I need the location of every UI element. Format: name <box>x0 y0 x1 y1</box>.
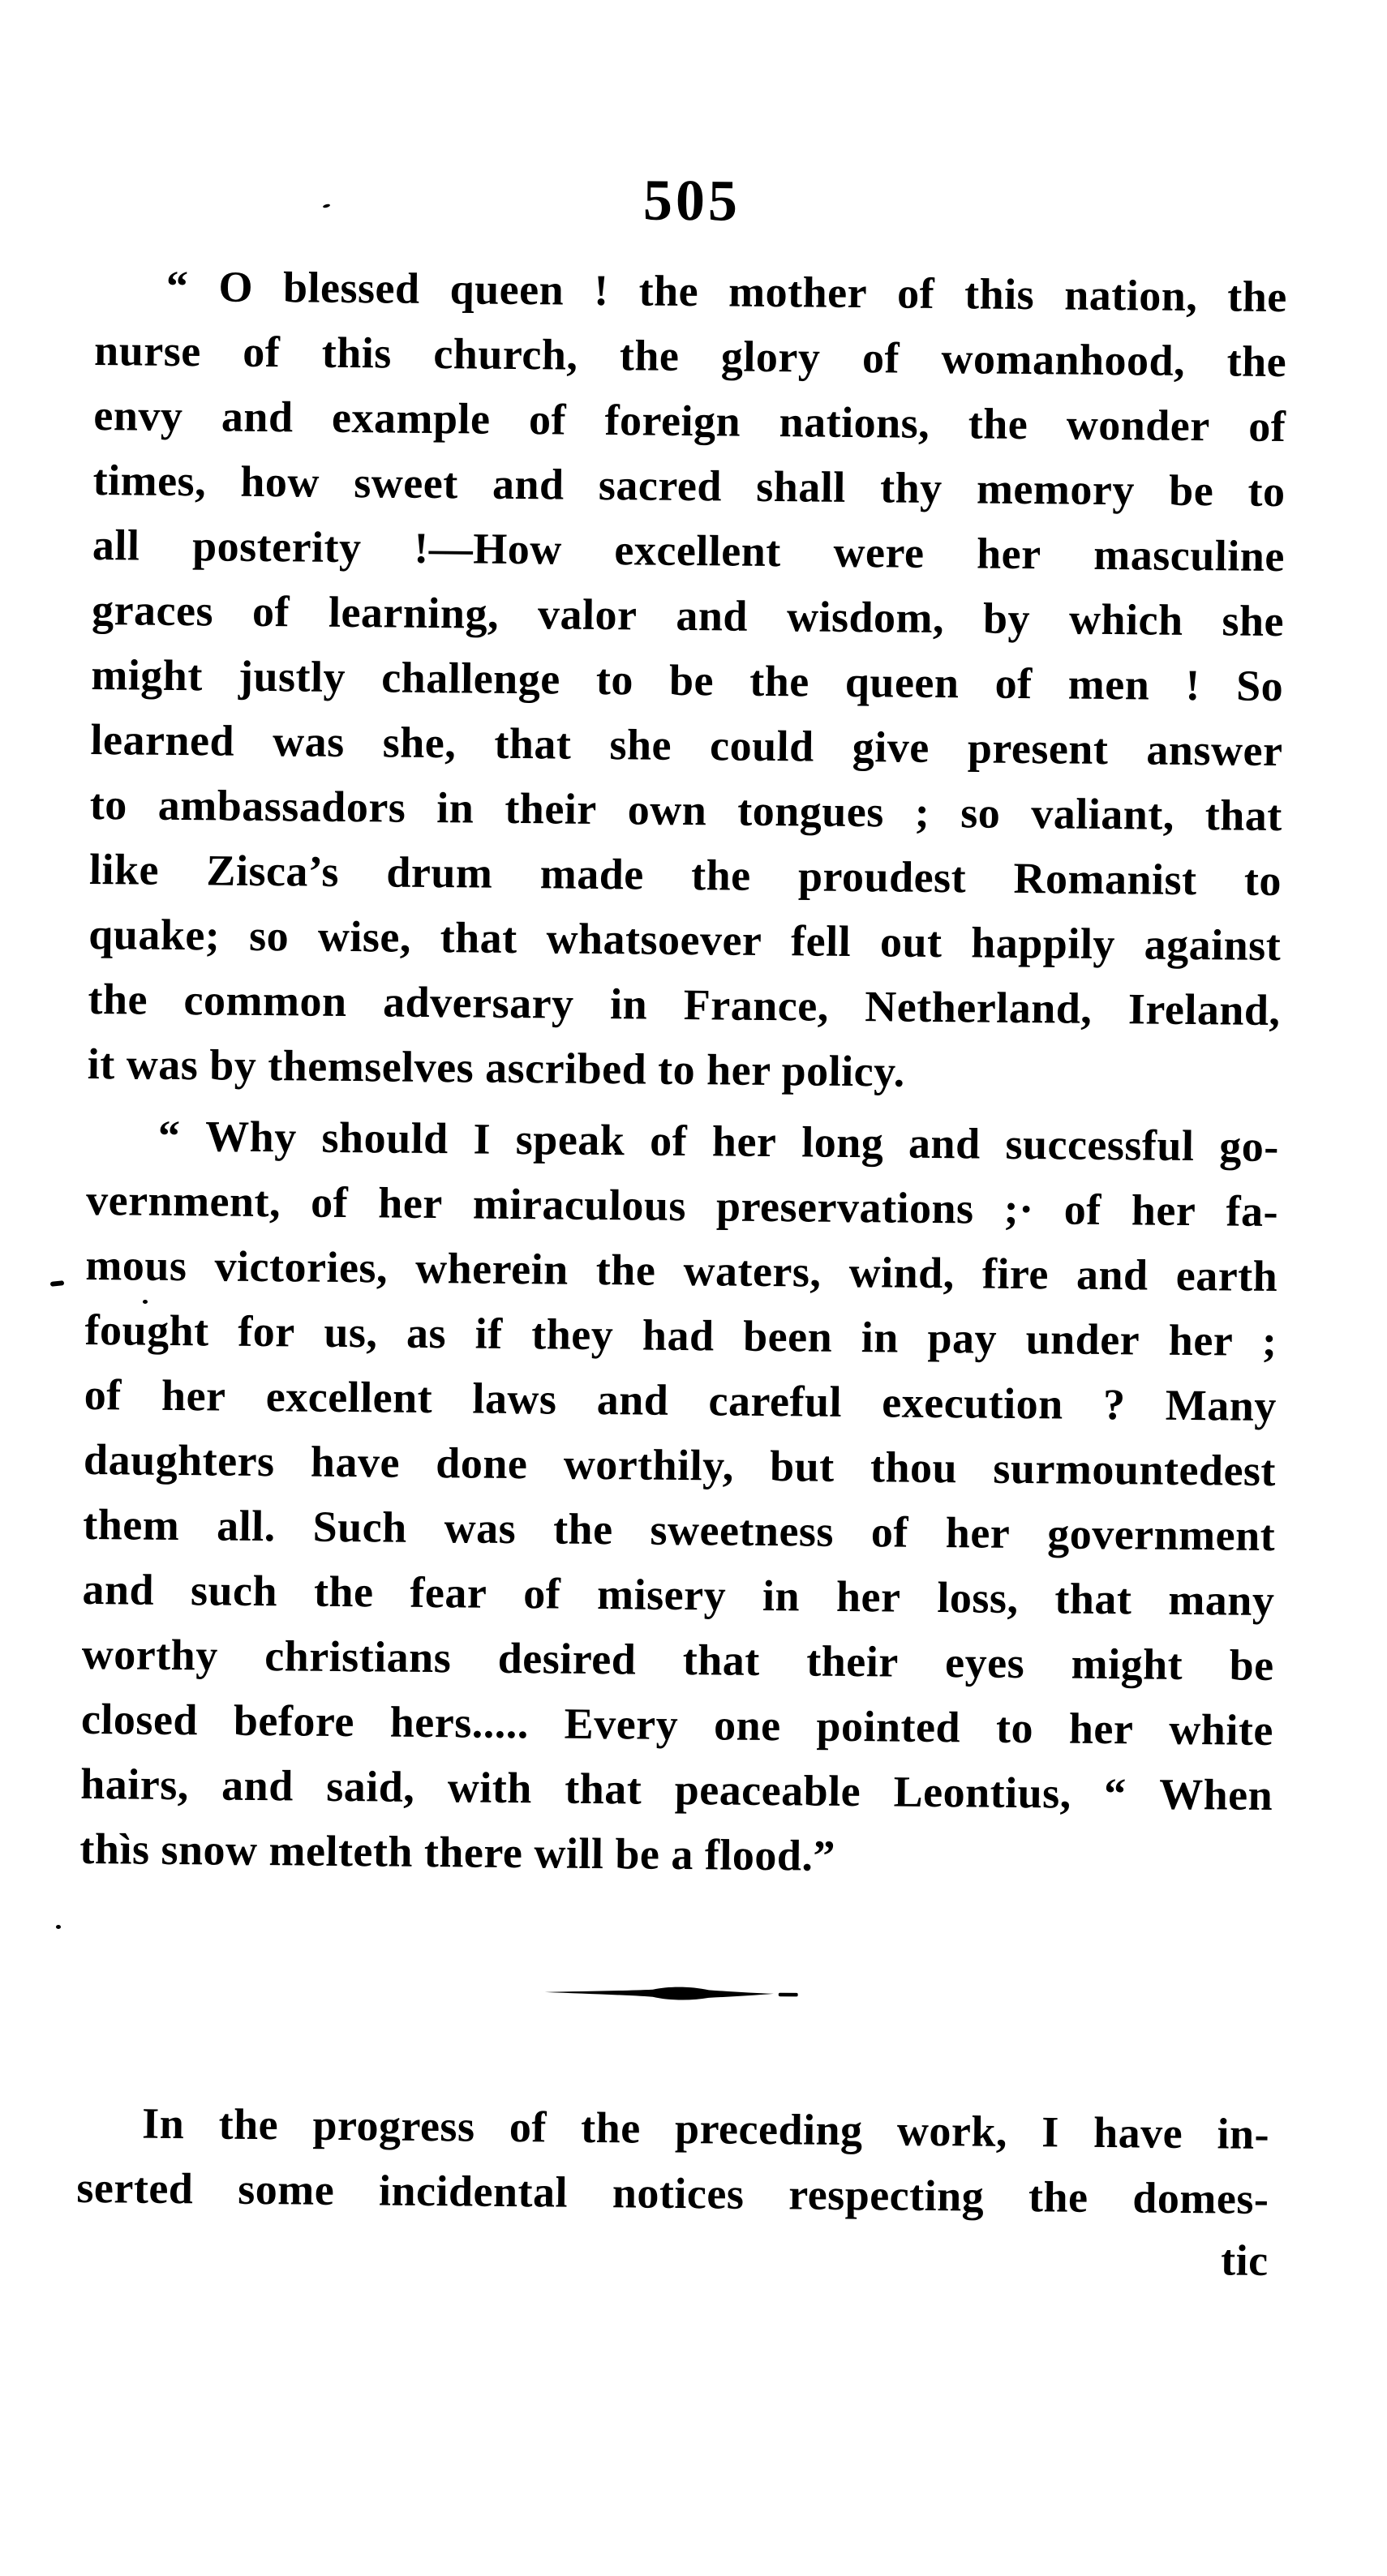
text-line: learned was she, that she could give present answer <box>90 714 1283 776</box>
text-line: like Zisca’s drum made the proudest Romanist to <box>88 844 1282 906</box>
text-line: “ Why should I speak of her long and successful go- <box>157 1111 1280 1172</box>
text-line: hairs, and said, with that peaceable Leontius, “ When <box>79 1759 1273 1820</box>
text-line: of her excellent laws and careful execution ? Many <box>84 1369 1278 1431</box>
ink-artifact <box>56 1925 61 1929</box>
text-line: might justly challenge to be the queen of men ! So <box>91 649 1284 711</box>
text-line: the common adversary in France, Netherland, Ireland, <box>88 974 1281 1035</box>
text-line: to ambassadors in their own tongues ; so valiant, that <box>89 779 1283 841</box>
text-line: all posterity !—How excellent were her masculine <box>92 520 1286 581</box>
main-text-block <box>79 253 1287 1892</box>
ink-artifact <box>143 1300 148 1304</box>
text-line: graces of learning, valor and wisdom, by which she <box>91 585 1285 646</box>
text-line: serted some incidental notices respecting the domes- <box>76 2162 1269 2224</box>
catchword: tic <box>1220 2235 1269 2285</box>
text-line: In the progress of the preceding work, I have in- <box>141 2098 1270 2159</box>
page-number: 505 <box>642 167 741 234</box>
text-line: them all. Such was the sweetness of her government <box>83 1499 1276 1561</box>
text-line: vernment, of her miraculous preservations ;· of her fa- <box>85 1175 1279 1237</box>
text-line: fought for us, as if they had been in pay under her ; <box>84 1305 1278 1366</box>
text-line: daughters have done worthily, but thou surmountedest <box>83 1434 1277 1496</box>
swelled-rule-ornament <box>545 1982 798 2004</box>
text-line: thìs snow melteth there will be a flood.” <box>79 1824 836 1880</box>
text-line: envy and example of foreign nations, the wonder of <box>93 390 1286 452</box>
text-line: closed before hers..... Every one pointed to her white <box>80 1694 1274 1755</box>
closing-text-block <box>76 2090 1269 2231</box>
text-line: “ O blessed queen ! the mother of this nation, the <box>165 261 1288 322</box>
text-line: nurse of this church, the glory of womanhood, the <box>93 325 1287 387</box>
text-line: worthy christians desired that their eyes might be <box>81 1629 1274 1691</box>
text-line: it was by themselves ascribed to her policy. <box>87 1039 905 1096</box>
text-line: quake; so wise, that whatsoever fell out happily against <box>88 909 1282 971</box>
text-line: times, how sweet and sacred shall thy memory be to <box>92 455 1286 516</box>
text-line: and such the fear of misery in her loss, that many <box>82 1564 1275 1626</box>
text-line: mous victories, wherein the waters, wind, fire and earth <box>85 1240 1278 1301</box>
